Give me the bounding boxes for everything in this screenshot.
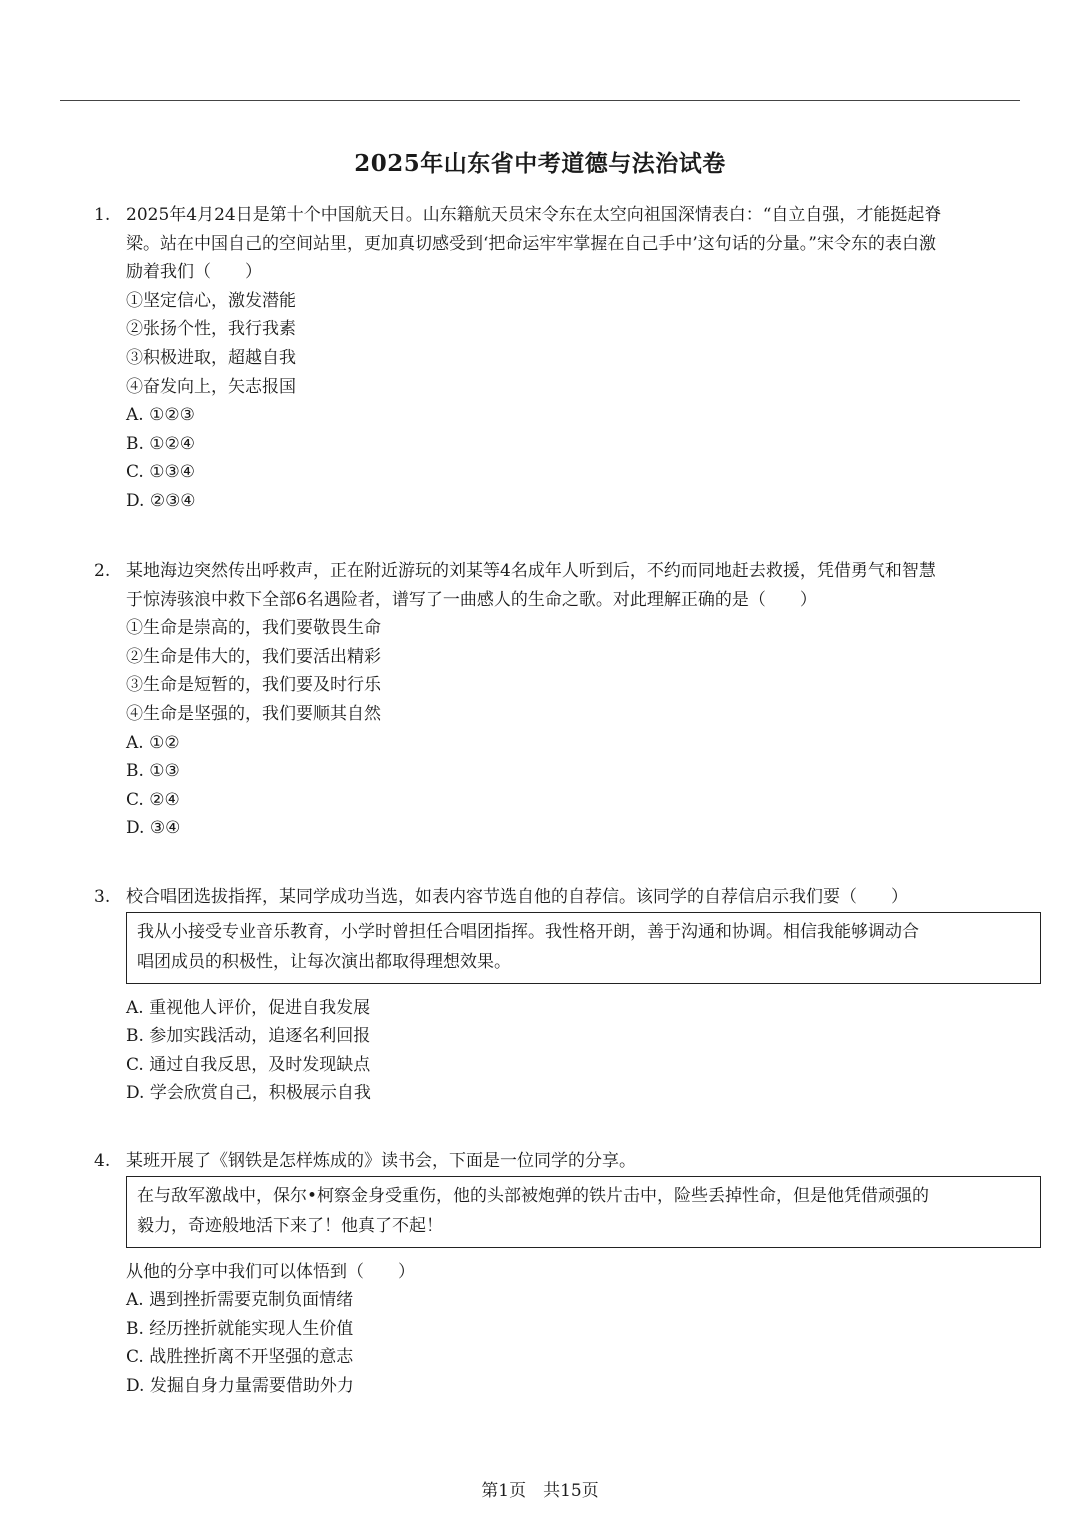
question-number: 3. — [94, 887, 111, 907]
option-c: C. ②④ — [126, 789, 180, 810]
statement: ④生命是坚强的，我们要顺其自然 — [126, 703, 381, 724]
quote-box — [126, 912, 1041, 984]
header-rule — [60, 100, 1020, 101]
option-a: A. ①②③ — [126, 405, 195, 426]
question-stem-line: 励着我们（ ） — [126, 262, 262, 283]
question-stem-line: 校合唱团选拔指挥，某同学成功当选，如表内容节选自他的自荐信。该同学的自荐信启示我们要（ ） — [126, 887, 908, 907]
option-d: D. 学会欣赏自己，积极展示自我 — [126, 1083, 371, 1104]
statement: ①坚定信心，激发潜能 — [126, 290, 296, 311]
question-number: 4. — [94, 1151, 111, 1171]
option-d: D. 发掘自身力量需要借助外力 — [126, 1375, 354, 1396]
quote-line: 我从小接受专业音乐教育，小学时曾担任合唱团指挥。我性格开朗，善于沟通和协调。相信我能够调动合 — [137, 921, 919, 942]
statement: ③积极进取，超越自我 — [126, 347, 296, 368]
question-prompt: 从他的分享中我们可以体悟到（ ） — [126, 1261, 415, 1282]
option-c: C. 通过自我反思，及时发现缺点 — [126, 1054, 371, 1075]
option-b: B. 经历挫折就能实现人生价值 — [126, 1318, 354, 1339]
question-stem-line: 某班开展了《钢铁是怎样炼成的》读书会，下面是一位同学的分享。 — [126, 1151, 636, 1171]
statement: ②张扬个性，我行我素 — [126, 319, 296, 340]
page-number: 第1页 共15页 — [481, 1481, 599, 1501]
option-a: A. 遇到挫折需要克制负面情绪 — [126, 1290, 354, 1311]
question-stem-line: 2025年4月24日是第十个中国航天日。山东籍航天员宋令东在太空向祖国深情表白：“自立自强，才能挺起脊 — [126, 205, 942, 225]
quote-line: 在与敌军激战中，保尔•柯察金身受重伤，他的头部被炮弹的铁片击中，险些丢掉性命，但是他凭借顽强的 — [137, 1185, 930, 1206]
question-number: 1. — [94, 205, 111, 225]
option-a: A. ①② — [126, 732, 180, 753]
quote-line: 唱团成员的积极性，让每次演出都取得理想效果。 — [137, 951, 511, 972]
quote-line: 毅力，奇迹般地活下来了！他真了不起！ — [137, 1215, 443, 1236]
option-b: B. ①②④ — [126, 433, 196, 454]
option-a: A. 重视他人评价，促进自我发展 — [126, 997, 371, 1018]
option-d: D. ②③④ — [126, 490, 196, 511]
question-1 — [94, 201, 1044, 516]
statement: ③生命是短暂的，我们要及时行乐 — [126, 675, 381, 696]
question-2 — [94, 557, 1044, 843]
question-4 — [94, 1147, 1044, 1401]
statement: ④奋发向上，矢志报国 — [126, 376, 296, 397]
statement: ①生命是崇高的，我们要敬畏生命 — [126, 618, 381, 639]
question-stem-line: 梁。站在中国自己的空间站里，更加真切感受到‘把命运牢牢掌握在自己手中’这句话的分量。”宋令东的表白激 — [126, 233, 936, 254]
page-title: 2025年山东省中考道德与法治试卷 — [354, 150, 726, 177]
option-b: B. ①③ — [126, 761, 180, 782]
question-stem-line: 某地海边突然传出呼救声，正在附近游玩的刘某等4名成年人听到后，不约而同地赶去救援，凭借勇气和智慧 — [126, 561, 936, 581]
option-b: B. 参加实践活动，追逐名利回报 — [126, 1026, 371, 1047]
option-c: C. ①③④ — [126, 462, 195, 483]
quote-box — [126, 1176, 1041, 1248]
option-c: C. 战胜挫折离不开坚强的意志 — [126, 1347, 354, 1368]
question-stem-line: 于惊涛骇浪中救下全部6名遇险者，谱写了一曲感人的生命之歌。对此理解正确的是（ ） — [126, 589, 817, 610]
question-number: 2. — [94, 561, 111, 581]
statement: ②生命是伟大的，我们要活出精彩 — [126, 646, 381, 667]
option-d: D. ③④ — [126, 818, 181, 839]
question-3 — [94, 883, 1044, 1108]
